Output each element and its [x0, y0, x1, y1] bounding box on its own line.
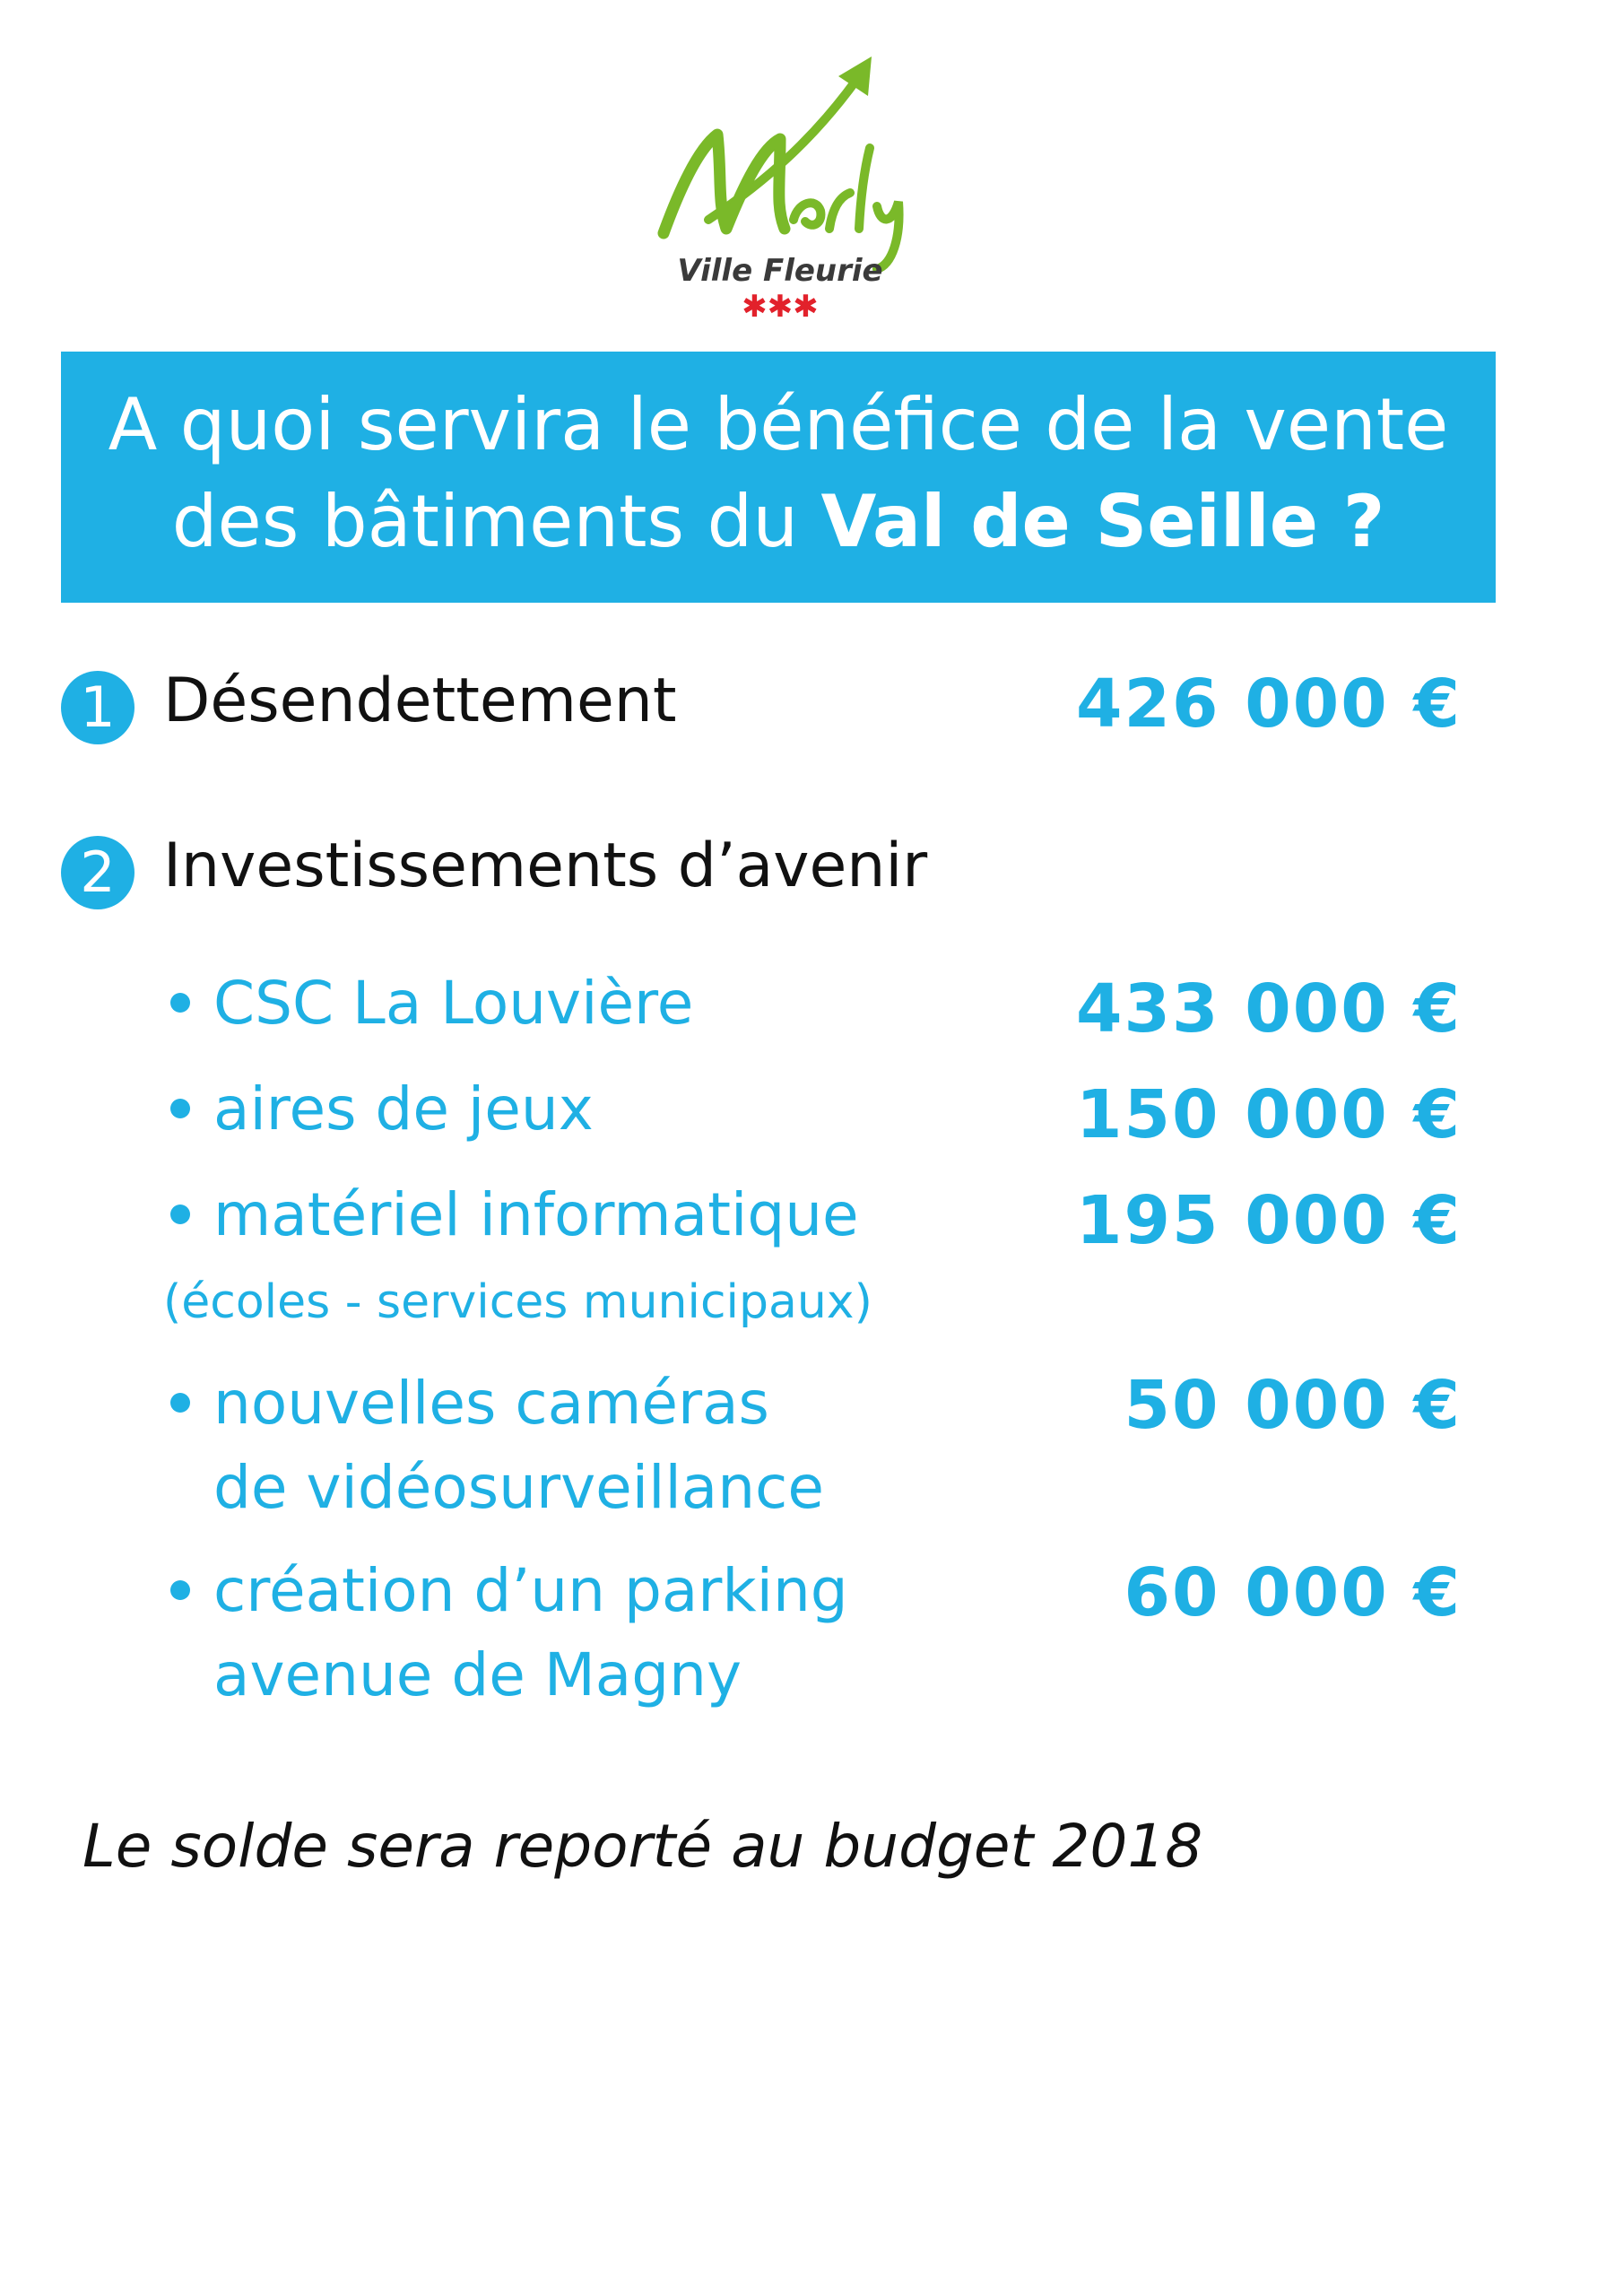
title-line-2-prefix: des bâtiments du	[171, 480, 821, 563]
logo-subtitle: Ville Fleurie	[677, 253, 883, 289]
item-csc-amount: 433 000 €	[1076, 970, 1462, 1048]
bullet-dot	[170, 1580, 190, 1600]
item-materiel-label: matériel informatique	[213, 1180, 859, 1249]
bullet-dot	[170, 1393, 190, 1413]
title-line-2	[61, 474, 1496, 570]
item-aires-amount: 150 000 €	[1076, 1076, 1462, 1153]
section-2-label: Investissements d’avenir	[163, 831, 928, 901]
bullet-dot	[170, 993, 190, 1013]
item-parking-label-line-2: avenue de Magny	[213, 1640, 742, 1709]
title-banner	[61, 352, 1496, 603]
bullet-dot	[170, 1099, 190, 1118]
title-line-2-bold: Val de Seille ?	[820, 480, 1385, 563]
section-1-number-badge: 1	[61, 671, 135, 744]
bullet-dot	[170, 1205, 190, 1224]
item-cameras-label-line-1: nouvelles caméras	[213, 1369, 769, 1438]
footer-note: Le solde sera reporté au budget 2018	[82, 1812, 1203, 1881]
marly-logo-graphic	[646, 49, 915, 327]
item-cameras-label-line-2: de vidéosurveillance	[213, 1453, 824, 1522]
section-1-amount: 426 000 €	[1076, 665, 1462, 743]
section-2-number-badge: 2	[61, 836, 135, 909]
item-csc-label: CSC La Louvière	[213, 969, 694, 1038]
item-materiel-amount: 195 000 €	[1076, 1182, 1462, 1259]
logo-stars: ✱✱✱	[742, 289, 819, 325]
title-line-1: A quoi servira le bénéfice de la vente	[108, 383, 1449, 466]
item-aires-label: aires de jeux	[213, 1074, 594, 1144]
item-parking-amount: 60 000 €	[1124, 1554, 1462, 1631]
item-cameras-amount: 50 000 €	[1124, 1367, 1462, 1444]
section-1-label: Désendettement	[163, 665, 677, 736]
item-materiel-note: (écoles - services municipaux)	[163, 1275, 872, 1329]
marly-logo	[646, 49, 915, 327]
item-parking-label-line-1: création d’un parking	[213, 1556, 848, 1625]
